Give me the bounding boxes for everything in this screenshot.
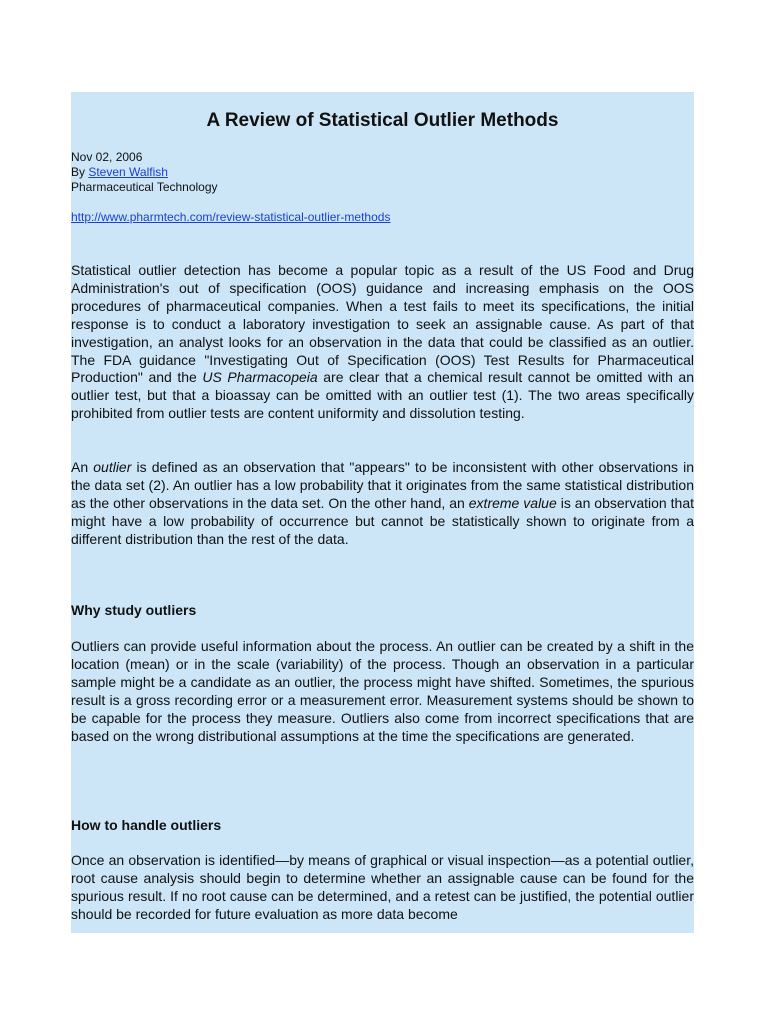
paragraph-outlier-definition xyxy=(71,459,694,549)
paragraph-intro xyxy=(71,262,694,423)
paragraph-how-to-handle: Once an observation is identified—by means of graphical or visual inspection—as a potential outlier, root cause analysis should begin to determine whether an assignable cause can be found for the spurious result. If no root cause can be determined, and a retest can be justified, the potential outlier should be recorded for future evaluation as more data become xyxy=(71,852,694,922)
paragraph-text: is defined as an observation that "appears" to be inconsistent with other observations in the data set (2). An outlier has a low probability that it originates from the same statistical distribution as the other observations in the data set. On the other hand, an xyxy=(71,459,694,511)
article-date: Nov 02, 2006 xyxy=(71,150,143,164)
author-link[interactable]: Steven Walfish xyxy=(88,165,168,179)
paragraph-text: is an observation that might have a low probability of occurrence but cannot be statistically shown to originate from a different distribution than the rest of the data. xyxy=(71,494,694,547)
article-panel xyxy=(71,92,694,933)
article-title: A Review of Statistical Outlier Methods xyxy=(206,110,559,131)
source-url-link[interactable]: http://www.pharmtech.com/review-statistical-outlier-methods xyxy=(71,210,391,224)
emphasis-text: US Pharmacopeia xyxy=(202,369,318,386)
emphasis-text: extreme value xyxy=(468,494,557,511)
publication-name: Pharmaceutical Technology xyxy=(71,180,218,194)
paragraph-text: are clear that a chemical result cannot be omitted with an outlier test, but that a bioassay can be omitted with an outlier test (1). The two areas specifically prohibited from outlier tests are content uniformity and dissolution testing. xyxy=(71,369,694,422)
source-url xyxy=(71,210,390,225)
article-meta xyxy=(71,150,694,195)
section-heading-how-to-handle: How to handle outliers xyxy=(71,817,222,833)
byline-prefix: By xyxy=(71,165,89,179)
section-heading-why-study: Why study outliers xyxy=(71,602,197,618)
paragraph-why-study: Outliers can provide useful information about the process. An outlier can be created by a shift in the location (mean) or in the scale (variability) of the process. Though an observation in a particular sample might be a candidate as an outlier, the process might have shifted. Sometimes, the spurious result is a gross recording error or a measurement error. Measurement systems should be shown to be capable for the process they measure. Outliers also come from incorrect specifications that are based on the wrong distributional assumptions at the time the specifications are generated. xyxy=(71,638,694,744)
byline xyxy=(71,165,694,180)
paragraph-text: Statistical outlier detection has become a popular topic as a result of the US Food and Drug Administration's out of specification (OOS) guidance and increasing emphasis on the OOS procedures of pharmaceutical companies. When a test fails to meet its specifications, the initial response is to conduct a laboratory investigation to seek an assignable cause. As part of that investigation, an analyst looks for an observation in the data that could be classified as an outlier. The FDA guidance "Investigating Out of Specification (OOS) Test Results for Pharmaceutical Production" and the xyxy=(71,262,694,386)
emphasis-text: outlier xyxy=(93,459,132,475)
paragraph-text: An xyxy=(71,459,94,475)
